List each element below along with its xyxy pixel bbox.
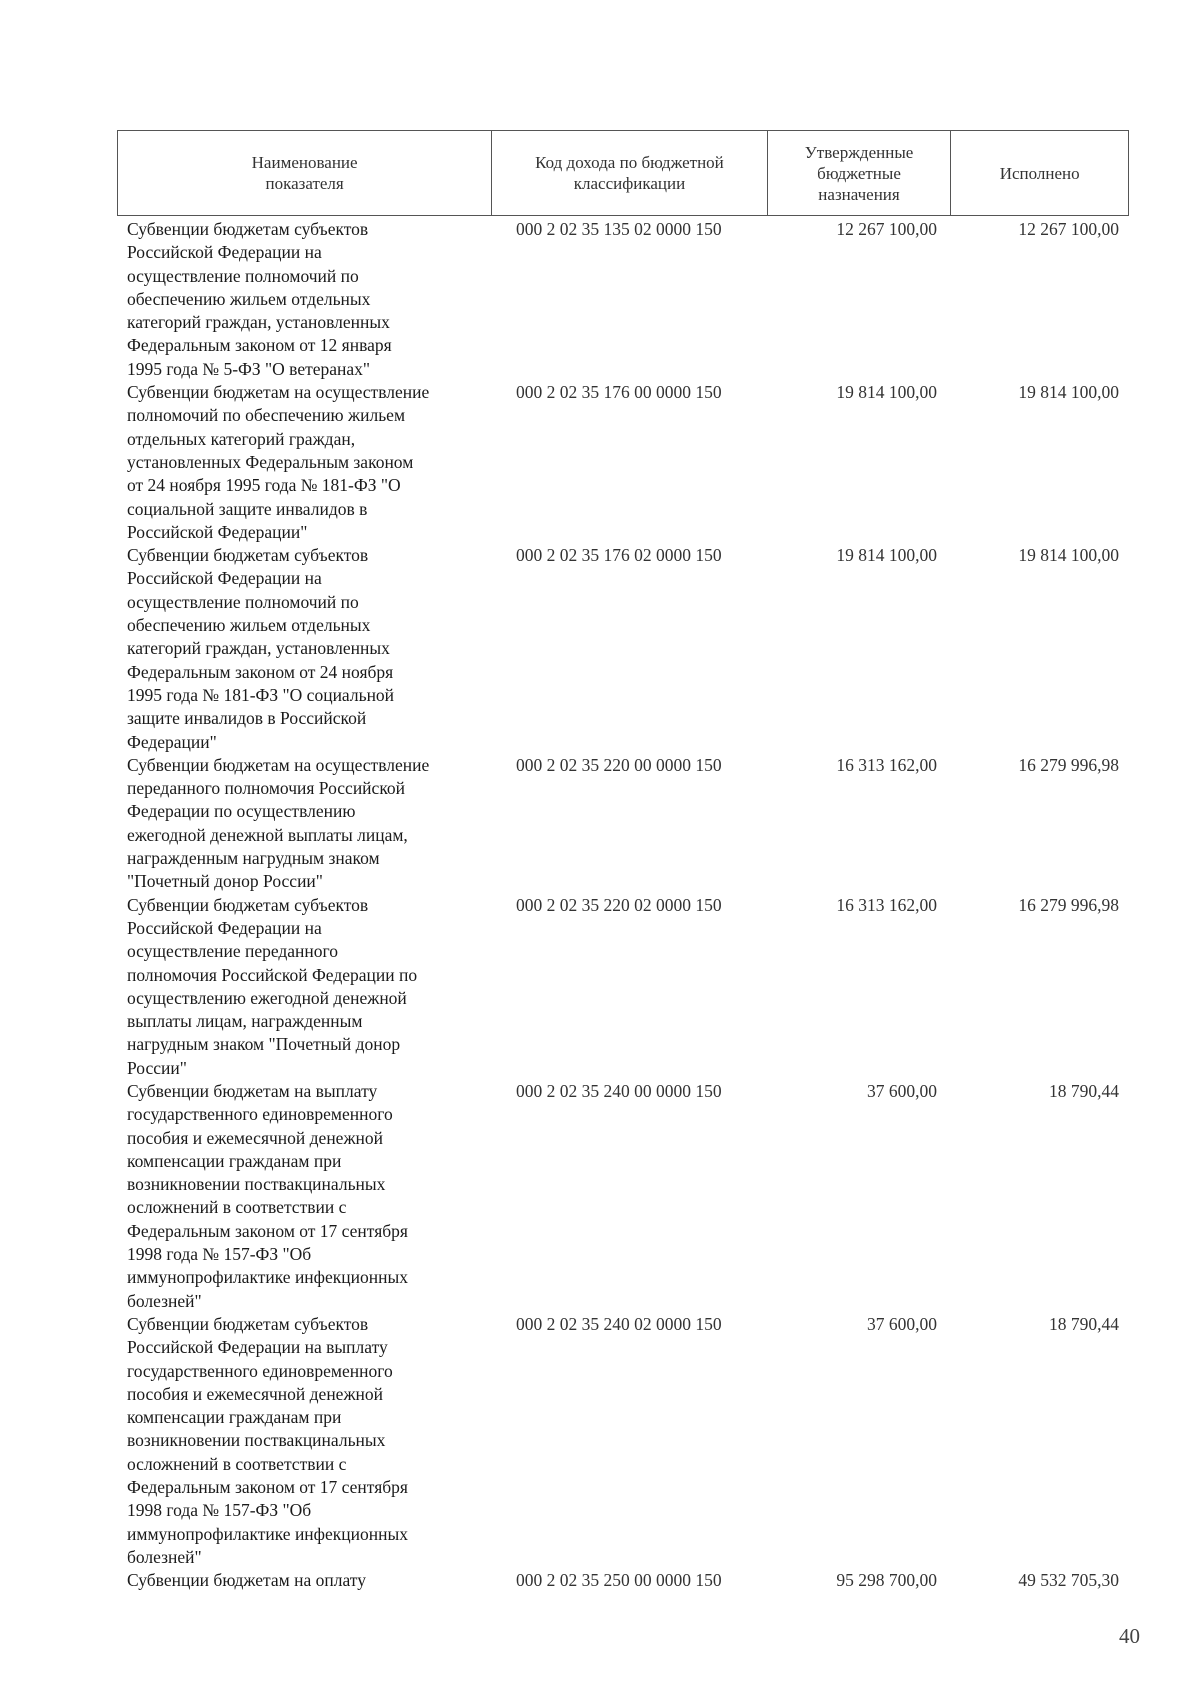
row-name: Субвенции бюджетам субъектов Российской Федерации на осуществление переданного полномочия Российской Федерации по осуществлению ежегодной денежной выплаты лицам, награжденным нагрудным знаком "Почетный донор России" — [127, 894, 418, 1078]
row-done: 18 790,44 — [1049, 1080, 1119, 1101]
row-done: 12 267 100,00 — [1018, 219, 1119, 239]
row-name: Субвенции бюджетам субъектов Российской Федерации на осуществление полномочий по обеспечению жильем отдельных категорий граждан, установленных Федеральным законом от 12 января 1995 года № 5-ФЗ "О ветеранах" — [127, 219, 392, 379]
table-row — [117, 1313, 1129, 1569]
row-approved: 19 814 100,00 — [836, 382, 937, 403]
row-done: 19 814 100,00 — [1018, 545, 1119, 566]
row-code: 000 2 02 35 240 02 0000 150 — [516, 1313, 722, 1334]
table-row — [117, 381, 1129, 544]
table-row — [117, 754, 1129, 894]
row-done: 19 814 100,00 — [1018, 382, 1119, 403]
page-number: 40 — [1119, 1624, 1140, 1648]
table-header — [117, 130, 1129, 216]
row-code: 000 2 02 35 176 00 0000 150 — [516, 382, 722, 403]
row-approved: 37 600,00 — [867, 1080, 937, 1101]
row-name: Субвенции бюджетам субъектов Российской Федерации на выплату государственного единовременного пособия и ежемесячной денежной компенсации гражданам при возникновении поствакцинальных осложнений в соответствии с Федеральным законом от 17 сентября 1998 года № 157-ФЗ "Об иммунопрофилактике инфекционных болезней" — [127, 1313, 408, 1567]
row-name: Субвенции бюджетам на выплату государственного единовременного пособия и ежемесячной денежной компенсации гражданам при возникновении поствакцинальных осложнений в соответствии с Федеральным законом от 17 сентября 1998 года № 157-ФЗ "Об иммунопрофилактике инфекционных болезней" — [127, 1080, 408, 1311]
row-approved: 95 298 700,00 — [836, 1570, 937, 1591]
row-approved: 37 600,00 — [867, 1313, 937, 1334]
row-done: 18 790,44 — [1049, 1313, 1119, 1334]
row-approved: 19 814 100,00 — [836, 545, 937, 566]
row-done: 16 279 996,98 — [1018, 894, 1119, 915]
row-code: 000 2 02 35 135 02 0000 150 — [516, 219, 722, 239]
row-code: 000 2 02 35 176 02 0000 150 — [516, 545, 722, 566]
header-approved: Утвержденные бюджетные назначения — [768, 131, 952, 215]
row-approved: 12 267 100,00 — [836, 219, 937, 239]
table-body — [117, 218, 1129, 1593]
header-done: Исполнено — [999, 163, 1080, 183]
row-code: 000 2 02 35 220 02 0000 150 — [516, 894, 722, 915]
row-name: Субвенции бюджетам на оплату — [127, 1570, 366, 1591]
table-row — [117, 218, 1129, 381]
row-code: 000 2 02 35 240 00 0000 150 — [516, 1080, 722, 1101]
table-row — [117, 894, 1129, 1080]
table-row — [117, 1080, 1129, 1313]
row-name: Субвенции бюджетам на осуществление полномочий по обеспечению жильем отдельных категорий граждан, установленных Федеральным законом от 24 ноября 1995 года № 181-ФЗ "О социальной защите инвалидов в Российской Федерации" — [127, 382, 430, 542]
row-code: 000 2 02 35 250 00 0000 150 — [516, 1570, 722, 1591]
row-code: 000 2 02 35 220 00 0000 150 — [516, 754, 722, 775]
row-approved: 16 313 162,00 — [836, 754, 937, 775]
row-name: Субвенции бюджетам на осуществление переданного полномочия Российской Федерации по осуществлению ежегодной денежной выплаты лицам, награжденным нагрудным знаком "Почетный донор России" — [127, 754, 430, 892]
row-done: 49 532 705,30 — [1018, 1570, 1119, 1591]
header-name: Наименование показателя — [118, 131, 492, 215]
row-name: Субвенции бюджетам субъектов Российской Федерации на осуществление полномочий по обеспечению жильем отдельных категорий граждан, установленных Федеральным законом от 24 ноября 1995 года № 181-ФЗ "О социальной защите инвалидов в Российской Федерации" — [127, 545, 395, 752]
header-code: Код дохода по бюджетной классификации — [492, 131, 767, 215]
row-approved: 16 313 162,00 — [836, 894, 937, 915]
table-row — [117, 544, 1129, 754]
row-done: 16 279 996,98 — [1018, 754, 1119, 775]
table-row — [117, 1569, 1129, 1592]
